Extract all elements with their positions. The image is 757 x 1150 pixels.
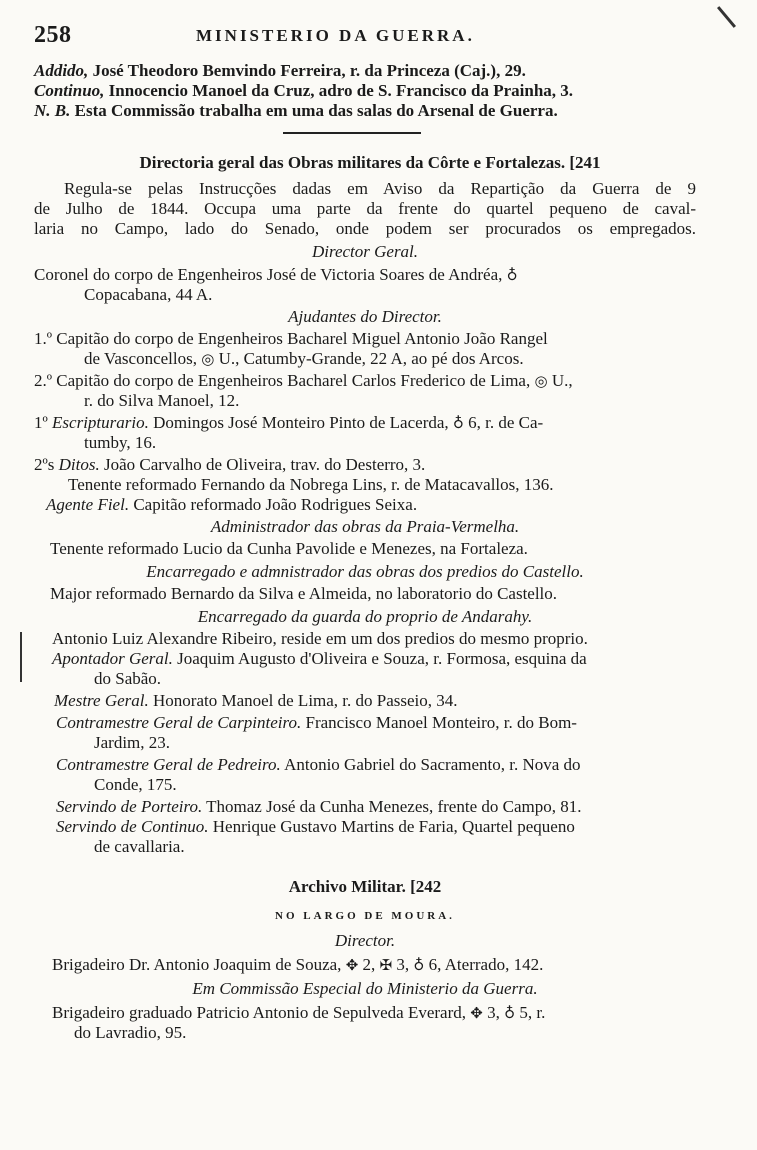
para-line: de Julho de 1844. Occupa uma parte da frente do quartel pequeno de caval- (34, 199, 696, 218)
entry-line: do Lavradio, 95. (74, 1023, 187, 1042)
order-icon: ◎ (201, 350, 215, 368)
entry-continuo: Continuo, Innocencio Manoel da Cruz, adro de S. Francisco da Prainha, 3. (34, 81, 574, 100)
heading-ajudantes: Ajudantes do Director. (288, 307, 442, 326)
order-icon: ✥ (470, 1004, 483, 1022)
order-icon: ✥ (345, 956, 359, 974)
entry-escripturario: 1º Escripturario. Domingos José Monteiro Pinto de Lacerda, ♁ 6, r. de Ca- (34, 413, 544, 432)
heading-encarregado-castello: Encarregado e admnistrador das obras dos predios do Castello. (146, 562, 584, 581)
entry-mestre-geral: Mestre Geral. Honorato Manoel de Lima, r. do Passeio, 34. (54, 691, 458, 710)
entry-major: Major reformado Bernardo da Silva e Almeida, no laboratorio do Castello. (50, 584, 558, 603)
entry-contramestre-pedreiro: Contramestre Geral de Pedreiro. Antonio Gabriel do Sacramento, r. Nova do (56, 755, 581, 774)
entry-contramestre-carpinteiro: Contramestre Geral de Carpinteiro. Francisco Manoel Monteiro, r. do Bom- (56, 713, 577, 732)
margin-mark (20, 632, 22, 682)
running-head: MINISTERIO DA GUERRA. (196, 26, 475, 45)
entry-apontador: Apontador Geral. Joaquim Augusto d'Oliveira e Souza, r. Formosa, esquina da (52, 649, 587, 668)
entry-ajudante-1: 1.º Capitão do corpo de Engenheiros Bacharel Miguel Antonio João Rangel (34, 329, 548, 348)
para-line: Regula-se pelas Instrucções dadas em Aviso da Repartição da Guerra de 9 (64, 179, 696, 198)
entry-line: tumby, 16. (84, 433, 157, 452)
entry-continuo-directoria: Servindo de Continuo. Henrique Gustavo Martins de Faria, Quartel pequeno (56, 817, 575, 836)
entry-tenente: Tenente reformado Fernando da Nobrega Lins, r. de Matacavallos, 136. (68, 475, 554, 494)
order-icon: ♁ (413, 956, 425, 974)
corner-mark (717, 6, 736, 28)
page-number: 258 (34, 22, 72, 48)
entry-ajudante-2: 2.º Capitão do corpo de Engenheiros Bacharel Carlos Frederico de Lima, ◎ U., (34, 371, 573, 390)
entry-line: Copacabana, 44 A. (84, 285, 213, 304)
order-icon: ♁ (506, 266, 518, 284)
entry-line: r. do Silva Manoel, 12. (84, 391, 240, 410)
heading-administrador: Administrador das obras da Praia-Vermelha. (210, 517, 520, 536)
entry-porteiro: Servindo de Porteiro. Thomaz José da Cunha Menezes, frente do Campo, 81. (56, 797, 582, 816)
heading-commissao-especial: Em Commissão Especial do Ministerio da Guerra. (192, 979, 538, 998)
order-icon: ♁ (452, 414, 464, 432)
entry-ditos: 2ºs Ditos. João Carvalho de Oliveira, trav. do Desterro, 3. (34, 455, 426, 474)
entry-addido: Addido, José Theodoro Bemvindo Ferreira, r. da Princeza (Caj.), 29. (34, 61, 526, 80)
entry-brigadeiro-everard: Brigadeiro graduado Patricio Antonio de Sepulveda Everard, ✥ 3, ♁ 5, r. (52, 1003, 546, 1022)
archivo-location: NO LARGO DE MOURA. (275, 910, 455, 922)
entry-line: do Sabão. (94, 669, 162, 688)
entry-line: Jardim, 23. (94, 733, 171, 752)
heading-archivo-director: Director. (334, 931, 396, 950)
entry-nota-bene: N. B. Esta Commissão trabalha em uma das salas do Arsenal de Guerra. (34, 101, 558, 120)
order-icon: ♁ (504, 1004, 516, 1022)
section-divider (283, 132, 421, 134)
entry-brigadeiro-souza: Brigadeiro Dr. Antonio Joaquim de Souza, ✥ 2, ✠ 3, ♁ 6, Aterrado, 142. (52, 955, 544, 974)
cross-icon: ✠ (379, 956, 393, 974)
entry-antonio: Antonio Luiz Alexandre Ribeiro, reside em um dos predios do mesmo proprio. (52, 629, 588, 648)
entry-agente-fiel: Agente Fiel. Capitão reformado João Rodrigues Seixa. (46, 495, 418, 514)
page-header (34, 22, 694, 52)
section-title-directoria: Directoria geral das Obras militares da Côrte e Fortalezas. [241 (139, 153, 601, 172)
entry-line: de cavallaria. (94, 837, 185, 856)
entry-line: Conde, 175. (94, 775, 177, 794)
entry-line: de Vasconcellos, ◎ U., Catumby-Grande, 22 A, ao pé dos Arcos. (84, 349, 524, 368)
section-title-archivo: Archivo Militar. [242 (288, 877, 442, 896)
entry-director-geral: Coronel do corpo de Engenheiros José de Victoria Soares de Andréa, ♁ (34, 265, 518, 284)
heading-encarregado-andarahy: Encarregado da guarda do proprio de Andarahy. (197, 607, 533, 626)
entry-tenente-fortaleza: Tenente reformado Lucio da Cunha Pavolide e Menezes, na Fortaleza. (50, 539, 528, 558)
heading-director-geral: Director Geral. (311, 242, 419, 261)
order-icon: ◎ (534, 372, 548, 390)
para-line: laria no Campo, lado do Senado, onde podem ser procurados os empregados. (34, 219, 696, 238)
